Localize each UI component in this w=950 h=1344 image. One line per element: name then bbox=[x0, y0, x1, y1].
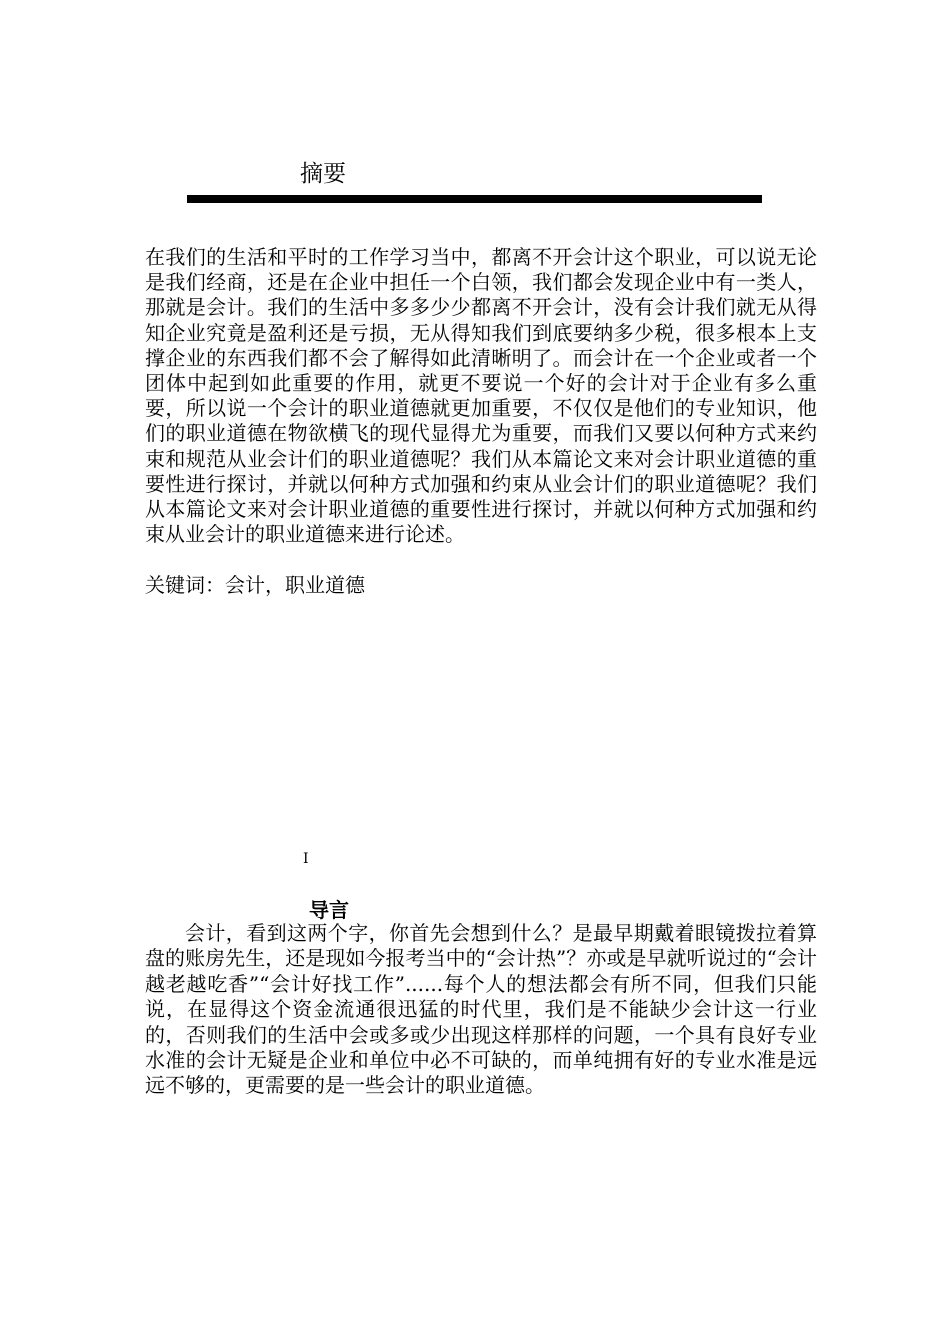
introduction-body: 会计，看到这两个字，你首先会想到什么？是最早期戴着眼镜拨拉着算盘的账房先生，还是现如今报考当中的“会计热”？亦或是早就听说过的“会计越老越吃香”“会计好找工作”......每个人的想法都会有所不同，但我们只能说，在显得这个资金流通很迅猛的时代里，我们是不能缺少会计这一行业的，否则我们的生活中会或多或少出现这样那样的问题，一个具有良好专业水准的会计无疑是企业和单位中必不可缺的，而单纯拥有好的专业水准是远远不够的，更需要的是一些会计的职业道德。 bbox=[145, 921, 817, 1098]
abstract-title: 摘要 bbox=[300, 161, 346, 187]
keywords-line: 关键词：会计，职业道德 bbox=[145, 573, 365, 597]
title-divider bbox=[187, 195, 762, 203]
introduction-heading: 导言 bbox=[309, 898, 349, 922]
abstract-body: 在我们的生活和平时的工作学习当中，都离不开会计这个职业，可以说无论是我们经商，还是在企业中担任一个白领，我们都会发现企业中有一类人，那就是会计。我们的生活中多多少少都离不开会计，没有会计我们就无从得知企业究竟是盈利还是亏损，无从得知我们到底要纳多少税，很多根本上支撑企业的东西我们都不会了解得如此清晰明了。而会计在一个企业或者一个团体中起到如此重要的作用，就更不要说一个好的会计对于企业有多么重要，所以说一个会计的职业道德就更加重要，不仅仅是他们的专业知识，他们的职业道德在物欲横飞的现代显得尤为重要，而我们又要以何种方式来约束和规范从业会计们的职业道德呢？我们从本篇论文来对会计职业道德的重要性进行探讨，并就以何种方式加强和约束从业会计们的职业道德呢？我们从本篇论文来对会计职业道德的重要性进行探讨，并就以何种方式加强和约束从业会计的职业道德来进行论述。 bbox=[145, 245, 817, 547]
page-number: I bbox=[303, 851, 309, 867]
